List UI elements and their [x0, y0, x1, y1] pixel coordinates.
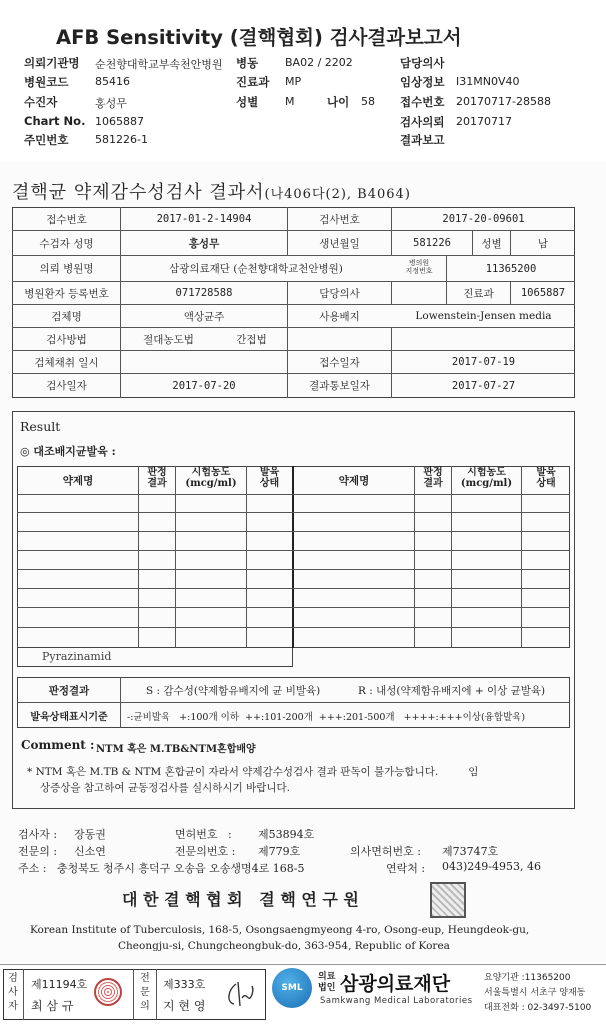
col-judge-line2: 결과: [147, 478, 167, 489]
corp-tag-line1: 의료: [318, 972, 336, 982]
header-label: 의뢰기관명: [24, 56, 80, 70]
header-label: 접수번호: [400, 95, 445, 109]
footer-specialist-no: 제333호: [163, 978, 206, 991]
phone-value: 043)249-4953, 46: [442, 860, 541, 873]
receipt-no-value: 2017-01-2-14904: [156, 213, 252, 225]
method-label: 검사방법: [46, 333, 87, 346]
footer-specialist-name: 지 현 영: [163, 999, 206, 1013]
col-drug-header: 약제명: [338, 475, 370, 487]
drug-row-line: [17, 550, 570, 551]
drug-row-line: [17, 512, 570, 513]
tester-name: 장동권: [74, 828, 106, 841]
dept-label: 진료과: [463, 287, 494, 300]
col-growth-header: [522, 467, 570, 489]
col-conc-line2: (mcg/ml): [185, 478, 237, 489]
patient-name-label: 수검자 성명: [39, 237, 94, 250]
received-date-value: 2017-07-19: [451, 356, 516, 368]
reported-date-value: 2017-07-27: [451, 379, 516, 392]
collect-date-value: [121, 351, 287, 373]
legend-sensitive: S : 감수성(약제함유배지에 균 비발육): [146, 685, 321, 697]
header-value: 20170717-28588: [456, 95, 551, 108]
institute-seal-icon: [430, 882, 466, 918]
birth-date-value: 581226: [413, 237, 451, 249]
phone-label: 연락처 :: [386, 862, 426, 875]
footer-org-en: Samkwang Medical Laboratories: [320, 996, 473, 1006]
header-label: 수진자: [24, 95, 58, 109]
doctor-license-no: 제73747호: [442, 845, 499, 858]
comment-label: Comment :: [21, 738, 95, 752]
drug-row-line: [17, 494, 570, 495]
specimen-value: 액상균주: [183, 310, 225, 323]
sig-col-line: [23, 969, 24, 1020]
col-conc-line1: 시험농도: [191, 467, 231, 478]
legend-resistant: R : 내성(약제함유배지에 + 이상 균발육): [358, 685, 546, 697]
received-date-label: 접수일자: [319, 356, 360, 369]
header-label: 검사의뢰: [400, 115, 445, 129]
col-judge-header: [139, 467, 175, 489]
address-label: 주소 :: [18, 862, 47, 875]
tester-seal-icon: [94, 978, 122, 1006]
header-label: 결과보고: [400, 133, 445, 147]
specialist-signature-icon: [222, 976, 258, 1012]
header-label: 임상정보: [400, 75, 445, 89]
method-value-1: 절대농도법: [143, 333, 194, 346]
header-value: 홍성무: [95, 97, 127, 110]
test-no-value: 2017-20-09601: [442, 213, 525, 225]
comment-text: NTM 혹은 M.TB&NTM혼합배양: [96, 744, 256, 755]
col-judge-header: [415, 467, 451, 489]
extra-drug-name: Pyrazinamid: [42, 650, 112, 663]
birth-date-label: 생년월일: [319, 237, 360, 250]
footer-rep-tel: 대표전화 : 02-3497-5100: [484, 1003, 592, 1013]
col-growth-header: [247, 467, 292, 489]
specialist-tag: 전문의: [140, 973, 150, 1012]
medium-value: Lowenstein-Jensen media: [415, 310, 552, 322]
specialist-name: 신소연: [74, 845, 106, 858]
header-value: 20170717: [456, 115, 512, 128]
corp-tag-line2: 법인: [318, 983, 336, 993]
license-no: 제53894호: [258, 828, 315, 841]
footer-address: 서울특별시 서초구 양재동: [484, 988, 586, 998]
reg-no-label: 병원환자 등록번호: [24, 287, 109, 300]
institute-address-en-1: Korean Institute of Tuberculosis, 168-5, Osongsaengmyeong 4-ro, Osong-eup, Heungdeok-gu,: [30, 924, 530, 936]
dept-value: 1065887: [520, 287, 566, 299]
tester-label: 검사자 :: [18, 828, 58, 841]
col-judge-line1: 판정: [423, 467, 443, 478]
header-value: BA02 / 2202: [285, 56, 353, 69]
scan-title-main: 결핵균 약제감수성검사 결과서: [12, 182, 265, 203]
header-label: 주민번호: [24, 133, 69, 147]
col-drug-header: 약제명: [62, 475, 94, 487]
drug-row-line: [17, 607, 570, 608]
drug-row-line: [17, 531, 570, 532]
doctor-value: [392, 282, 446, 304]
col-growth-line1: 발육: [259, 467, 280, 478]
header-label: 병원코드: [24, 75, 69, 89]
hospital-label: 의뢰 병원명: [39, 263, 94, 275]
header-label: Chart No.: [24, 114, 86, 128]
info-col-line: [391, 327, 392, 350]
col-judge-line1: 판정: [147, 467, 167, 478]
specialist-label: 전문의 :: [18, 845, 58, 858]
col-growth-line2: 상태: [536, 478, 556, 489]
corp-tag: [318, 972, 335, 994]
patient-name-value: 홍성무: [188, 237, 220, 250]
test-no-label: 검사번호: [319, 213, 360, 226]
reported-date-label: 결과통보일자: [309, 380, 370, 392]
drug-row-line: [17, 627, 570, 628]
institute-address-en-2: Cheongju-si, Chungcheongbuk-do, 363-954, Republic of Korea: [118, 940, 450, 952]
header-label: 병동: [236, 56, 259, 70]
specialist-no: 제779호: [258, 845, 301, 858]
footer-inst-no: 요양기관 :11365200: [484, 973, 571, 983]
drug-row-line: [17, 569, 570, 570]
col-conc-line1: 시험농도: [467, 467, 506, 478]
collect-date-label: 검체채취 일시: [34, 356, 99, 369]
header-label: 담당의사: [400, 56, 445, 70]
sex-label: 성별: [481, 237, 502, 250]
col-conc-header: [452, 467, 521, 489]
header-value: 58: [361, 95, 375, 108]
sml-logo-icon: SML: [272, 968, 312, 1008]
footer-tester-no: 제11194호: [31, 978, 88, 991]
header-label: 진료과: [236, 75, 270, 89]
tested-date-value: 2017-07-20: [172, 379, 236, 392]
footer-tester-name: 최 삼 규: [31, 999, 74, 1013]
header-value: M: [285, 95, 295, 108]
method-value-2: 간접법: [236, 333, 267, 346]
specialist-no-label: 전문의번호 :: [175, 845, 236, 858]
sig-col-line: [156, 969, 157, 1020]
address-value: 충청북도 청주시 흥덕구 오송읍 오송생명4로 168-5: [57, 862, 305, 875]
designated-label-line2: 지정번호: [405, 267, 433, 275]
drug-row-line: [17, 588, 570, 589]
col-conc-header: [176, 467, 246, 489]
institute-name-kr: 대 한 결 핵 협 회 결 핵 연 구 원: [122, 890, 359, 909]
growth-criteria-label: 발육상태표시기준: [30, 711, 108, 723]
doctor-label: 담당의사: [319, 287, 360, 300]
license-label: 면허번호 :: [175, 828, 232, 841]
report-title: AFB Sensitivity (결핵협회) 검사결과보고서: [56, 26, 462, 49]
note-line-2: 상증상을 참고하여 균동정검사를 실시하시기 바랍니다.: [40, 782, 290, 794]
result-heading: Result: [20, 419, 61, 434]
col-growth-line1: 발육: [536, 467, 556, 478]
designated-no-value: 11365200: [485, 262, 537, 275]
note-line-1: * NTM 혹은 M.TB & NTM 혼합균이 자라서 약제감수성검사 결과 판독이 불가능합니다. 임: [27, 766, 479, 778]
control-growth-label: ◎ 대조배지균발육 :: [20, 445, 116, 458]
col-growth-line2: 상태: [259, 478, 280, 489]
sex-value: 남: [537, 237, 549, 250]
footer-org-name: 삼광의료재단: [340, 973, 451, 995]
header-value: MP: [285, 75, 302, 88]
header-label: 성별: [236, 95, 259, 109]
header-value: 85416: [95, 75, 130, 88]
designated-no-label: [392, 259, 446, 275]
judgement-label: 판정결과: [48, 684, 90, 697]
header-value: 581226-1: [95, 133, 148, 146]
header-value: I31MN0V40: [456, 75, 520, 88]
specimen-label: 검체명: [51, 310, 82, 323]
medium-label: 사용배지: [319, 310, 360, 323]
scan-title: [12, 178, 411, 204]
header-value: 순천향대학교부속천안병원: [95, 58, 223, 71]
receipt-no-label: 접수번호: [46, 213, 87, 226]
col-conc-line2: (mcg/ml): [460, 478, 513, 489]
header-value: 1065887: [95, 115, 144, 128]
hospital-value: 삼광의료재단 (순천향대학교천안병원): [169, 263, 343, 275]
scan-title-suffix: (나406다(2), B4064): [264, 187, 411, 202]
designated-label-line1: 병의원: [408, 259, 430, 267]
legend-col-line: [120, 677, 121, 728]
header-label: 나이: [327, 95, 350, 109]
doctor-license-label: 의사면허번호 :: [350, 845, 421, 858]
growth-criteria-text: -:균비발육 +:100개 이하 ++:101-200개 +++:201-500개 ++++:+++이상(융합발육): [127, 712, 526, 723]
tested-date-label: 검사일자: [46, 380, 87, 392]
reg-no-value: 071728588: [175, 287, 233, 299]
tester-tag: 검사자: [8, 973, 18, 1012]
sig-col-line: [133, 969, 134, 1020]
col-judge-line2: 결과: [423, 478, 443, 489]
